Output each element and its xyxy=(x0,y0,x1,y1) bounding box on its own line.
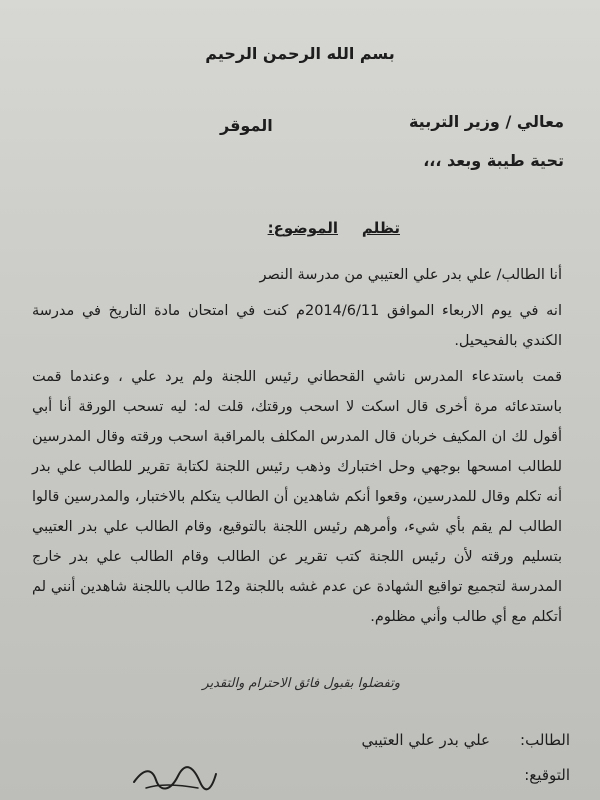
handwritten-signature xyxy=(128,758,218,798)
student-name: علي بدر علي العتيبي xyxy=(361,731,490,749)
signature-label: التوقيع: xyxy=(524,766,570,784)
closing-remark: وتفضلوا بقبول فائق الاحترام والتقدير xyxy=(202,676,400,691)
paragraph-incident: قمت باستدعاء المدرس ناشي القحطاني رئيس اللجنة ولم يرد علي ، وعندما قمت باستدعائه مرة أخرى قال اسكت لا اسحب ورقتك، قلت له: ليه تسحب الورقة أنا أبي أقول لك ان المكيف خربان قال المدرس المكلف بالمراقبة اسحب ورقته وقال المدرسين للطالب امسحها بوجهي وحل اختبارك وذهب رئيس اللجنة لكتابة تقرير للطالب علي بدر أنه تكلم وقال للمدرسين، وقعوا أنكم شاهدين أن الطالب يتكلم بالاختبار، والمدرسين قالوا الطالب لم يقم بأي شيء، وأمرهم رئيس اللجنة بالتوقيع، وقام الطالب علي بدر العتيبي بتسليم ورقته لأن رئيس اللجنة كتب تقرير عن الطالب وقام الطالب علي بدر خارج المدرسة لتجميع تواقيع الشهادة عن عدم غشه باللجنة و12 طالب باللجنة شاهدين أنني لم أتكلم مع أي طالب وأني مظلوم. xyxy=(32,369,562,625)
student-label: الطالب: xyxy=(520,731,570,749)
paragraph-intro: أنا الطالب/ علي بدر علي العتيبي من مدرسة النصر xyxy=(259,267,562,283)
basmala: بسم الله الرحمن الرحيم xyxy=(205,44,395,63)
honorific: الموقر xyxy=(220,116,273,135)
letter-body xyxy=(32,260,562,638)
subject-value: تظلم xyxy=(361,219,400,237)
greeting: تحية طيبة وبعد ،،، xyxy=(423,151,564,170)
subject-label: الموضوع: xyxy=(267,219,338,237)
addressee: معالي / وزير التربية xyxy=(408,112,564,131)
paragraph-date: انه في يوم الاربعاء الموافق 2014/6/11م كنت في امتحان مادة التاريخ في مدرسة الكندي بالفحيحيل. xyxy=(32,303,562,349)
